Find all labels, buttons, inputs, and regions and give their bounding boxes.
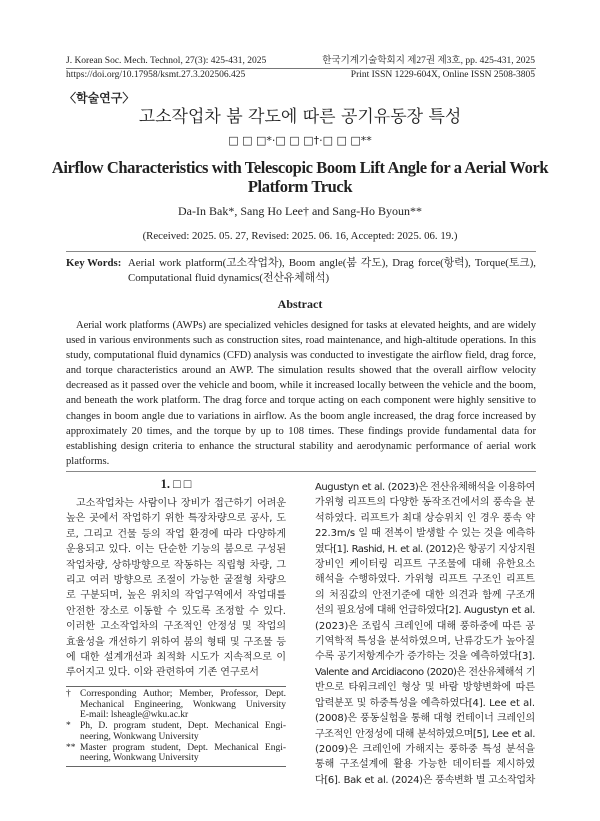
body-text-line: 리고 여러 방향으로 조절이 가능한 굴절형 차량으 (66, 575, 286, 587)
issn: Print ISSN 1229-604X, Online ISSN 2508-3805 (350, 70, 535, 80)
footnote (66, 743, 286, 764)
body-text-line: (2009)은 크레인에 가해지는 풍하중 특성 분석을 (315, 743, 535, 755)
body-text-line: 해석을 수행하였다. 가위형 리프트 구조인 리프트 (315, 574, 535, 586)
article-category: 〈학술연구〉 (64, 91, 135, 105)
footnote-mark: † (66, 689, 71, 699)
journal-citation: J. Korean Soc. Mech. Technol, 27(3): 425-431, 2025 (66, 56, 267, 66)
abstract-bottom-rule (66, 471, 536, 472)
footnote (66, 721, 286, 742)
body-text-line: 수록 공기저항계수가 증가하는 것을 예측하였다[3]. (315, 651, 535, 663)
body-text-line: 고소작업차는 사람이나 장비가 접근하기 어려운 (76, 498, 286, 509)
abstract-line: approximately 20 times, and the torque by up to 108 times. These findings provide fundamental data for (66, 425, 536, 437)
body-text-line: 구조적인 안정성에 대해 분석하였으며[5], Lee et al. (315, 728, 535, 740)
abstract-line: changes in boom angle due to variations in airflow. As the boom angle increased, the drag force increased by (66, 410, 536, 422)
body-text-line: (2008)은 풍동실험을 통해 대형 컨테이너 크레인의 (315, 713, 535, 725)
abstract-line: platforms. (66, 455, 110, 467)
body-text-line: 효율성을 개선하기 위하여 붐의 형태 및 구조물 등 (66, 636, 286, 648)
authors-korean: □ □ □*·□ □ □†·□ □ □** (228, 134, 372, 147)
body-text-line: 로, 그리고 건물 등의 작업 환경에 따라 다양하게 (66, 528, 286, 540)
body-text-line: 통해 구조설계에 활용 가능한 데이터를 제시하였 (315, 759, 535, 771)
footnotes (66, 689, 286, 764)
body-text-line: 다[6]. Bak et al. (2024)은 풍속변화 별 고소작업차 (315, 774, 535, 786)
body-text-line: (2023)은 조립식 크레인에 대해 풍하중에 따른 공 (315, 620, 535, 632)
keywords-top-rule (66, 251, 536, 252)
body-text-line: 로 구분되며, 높은 위치의 작업구역에서 작업대를 (66, 590, 286, 602)
left-column-body (66, 496, 286, 681)
body-text-line: 선의 필요성에 대해 언급하였다[2]. Augustyn et al. (315, 605, 535, 617)
footnote-mark: ** (66, 742, 76, 753)
dates: (Received: 2025. 05. 27, Revised: 2025. 06. 16, Accepted: 2025. 06. 19.) (142, 230, 458, 242)
body-text-line: 였다[1]. Rashid, H. et al. (2012)은 항공기 지상지원 (315, 543, 535, 555)
body-text-line: 작업차량, 상하방향으로 작동하는 직립형 차량, 그 (66, 559, 286, 571)
body-text-line: Valente and Arcidiacono (2020)은 전산유체해석 기 (315, 666, 535, 678)
body-text-line: 22.3m/s 일 때 전복이 발생할 수 있는 것을 예측하 (315, 528, 535, 540)
title-english-line2: Platform Truck (247, 177, 353, 196)
body-text-line: 안전한 장소로 이동할 수 있도록 조정할 수 있다. (66, 605, 286, 617)
abstract-heading: Abstract (277, 297, 323, 311)
right-column-body (315, 480, 535, 788)
authors-english: Da-In Bak*, Sang Ho Lee† and Sang-Ho Byoun** (178, 204, 422, 218)
abstract-line: and beneath the work platform. The drag force and torque acting on each component were highly sensitive to (66, 395, 536, 407)
body-text-line: 석하였다. 리프트가 최대 상승위치 인 경우 풍속 약 (315, 512, 535, 524)
body-text-line: 가위형 리프트의 다양한 동작조건에서의 풍속을 분 (315, 497, 535, 509)
body-text-line: Augustyn et al. (2023)은 전산유체해석을 이용하여 (315, 482, 535, 493)
keywords-label: Key Words: (66, 257, 122, 269)
abstract-line: study, computational fluid dynamics (CFD) analysis was conducted to investigate the airflow field, drag force, (66, 350, 536, 362)
title-english-line1: Airflow Characteristics with Telescopic Boom Lift Angle for a Aerial Work (51, 158, 549, 177)
body-text-line: 반으로 타워크레인 형상 및 바람 방향변화에 따른 (315, 682, 535, 694)
title-korean: 고소작업차 붐 각도에 따른 공기유동장 특성 (138, 107, 462, 127)
header-rule (66, 68, 536, 69)
footnote-mark: * (66, 721, 71, 732)
body-text-line: 에 대한 설계개선과 최적화 시도가 지속적으로 이 (66, 652, 286, 664)
footnote-line: Corresponding Author; Member, Professor, Dept. (80, 689, 286, 699)
keywords-line: Computational fluid dynamics(전산유체해석) (128, 272, 330, 284)
doi-link[interactable]: https://doi.org/10.17958/ksmt.27.3.202506.425 (66, 70, 246, 80)
body-text-line: 기역학적 특성을 분석하였으며, 난류강도가 높아질 (315, 636, 535, 648)
footnote-line: neering, Wonkwang University (80, 753, 199, 764)
abstract-line: and torque characteristics around an AWP. The simulation results showed that the overall airflow velocity (66, 365, 536, 377)
body-text-line: 운용되고 있다. 이는 단순한 기능의 붐으로 구성된 (66, 544, 286, 556)
footnote-line: E-mail: lsheagle@wku.ac.kr (80, 710, 189, 721)
keywords-line: Aerial work platform(고소작업차), Boom angle(붐 각도), Drag force(항력), Torque(토크), (128, 257, 536, 269)
abstract-line: Aerial work platforms (AWPs) are specialized vehicles designed for tasks at elevated heights, and are widely (76, 320, 536, 331)
abstract-line: establishing design criteria to enhance the structural stability and aerodynamic performance of aerial work (66, 440, 536, 452)
footnote-line: Ph, D. program student, Dept. Mechanical Engi- (80, 721, 286, 732)
body-text-line: 높은 곳에서 작업하기 위한 특장차량으로 공사, 도 (66, 513, 286, 525)
footnote-line: Mechanical Engineering, Wonkwang University (80, 699, 286, 710)
section-heading-introduction: 1. □ □ (160, 477, 192, 491)
body-text-line: 장비인 케이터링 리프트 구조물에 대해 유한요소 (315, 559, 535, 571)
abstract-line: used in various environments such as construction sites, road maintenance, and high-altitude operations. In this (66, 335, 536, 347)
abstract-line: decreased as it passed over the vehicle and boom, while it increased locally between the vehicle and the boom, (66, 380, 536, 392)
journal-citation-ko: 한국기계기술학회지 제27권 제3호, pp. 425-431, 2025 (322, 56, 535, 66)
body-text-line: 이러한 고소작업차의 구조적인 안정성 및 작업의 (66, 621, 286, 633)
footnote-bottom-rule (66, 766, 286, 767)
body-text-line: 의 처짐값의 안전기준에 대한 의견과 함께 구조개 (315, 589, 535, 601)
body-text-line: 압력분포 및 하중특성을 예측하였다[4]. Lee et al. (315, 697, 535, 709)
abstract-body (66, 318, 536, 469)
footnote-line: Master program student, Dept. Mechanical Engi- (80, 742, 286, 753)
footnote-top-rule (66, 686, 286, 687)
keywords-label-text: Key Words (66, 257, 118, 269)
footnote (66, 689, 286, 721)
keywords-list (128, 256, 536, 286)
body-text-line: 루어지고 있다. 이와 관련하여 기존 연구로서 (66, 667, 259, 679)
footnote-line: neering, Wonkwang University (80, 731, 199, 742)
